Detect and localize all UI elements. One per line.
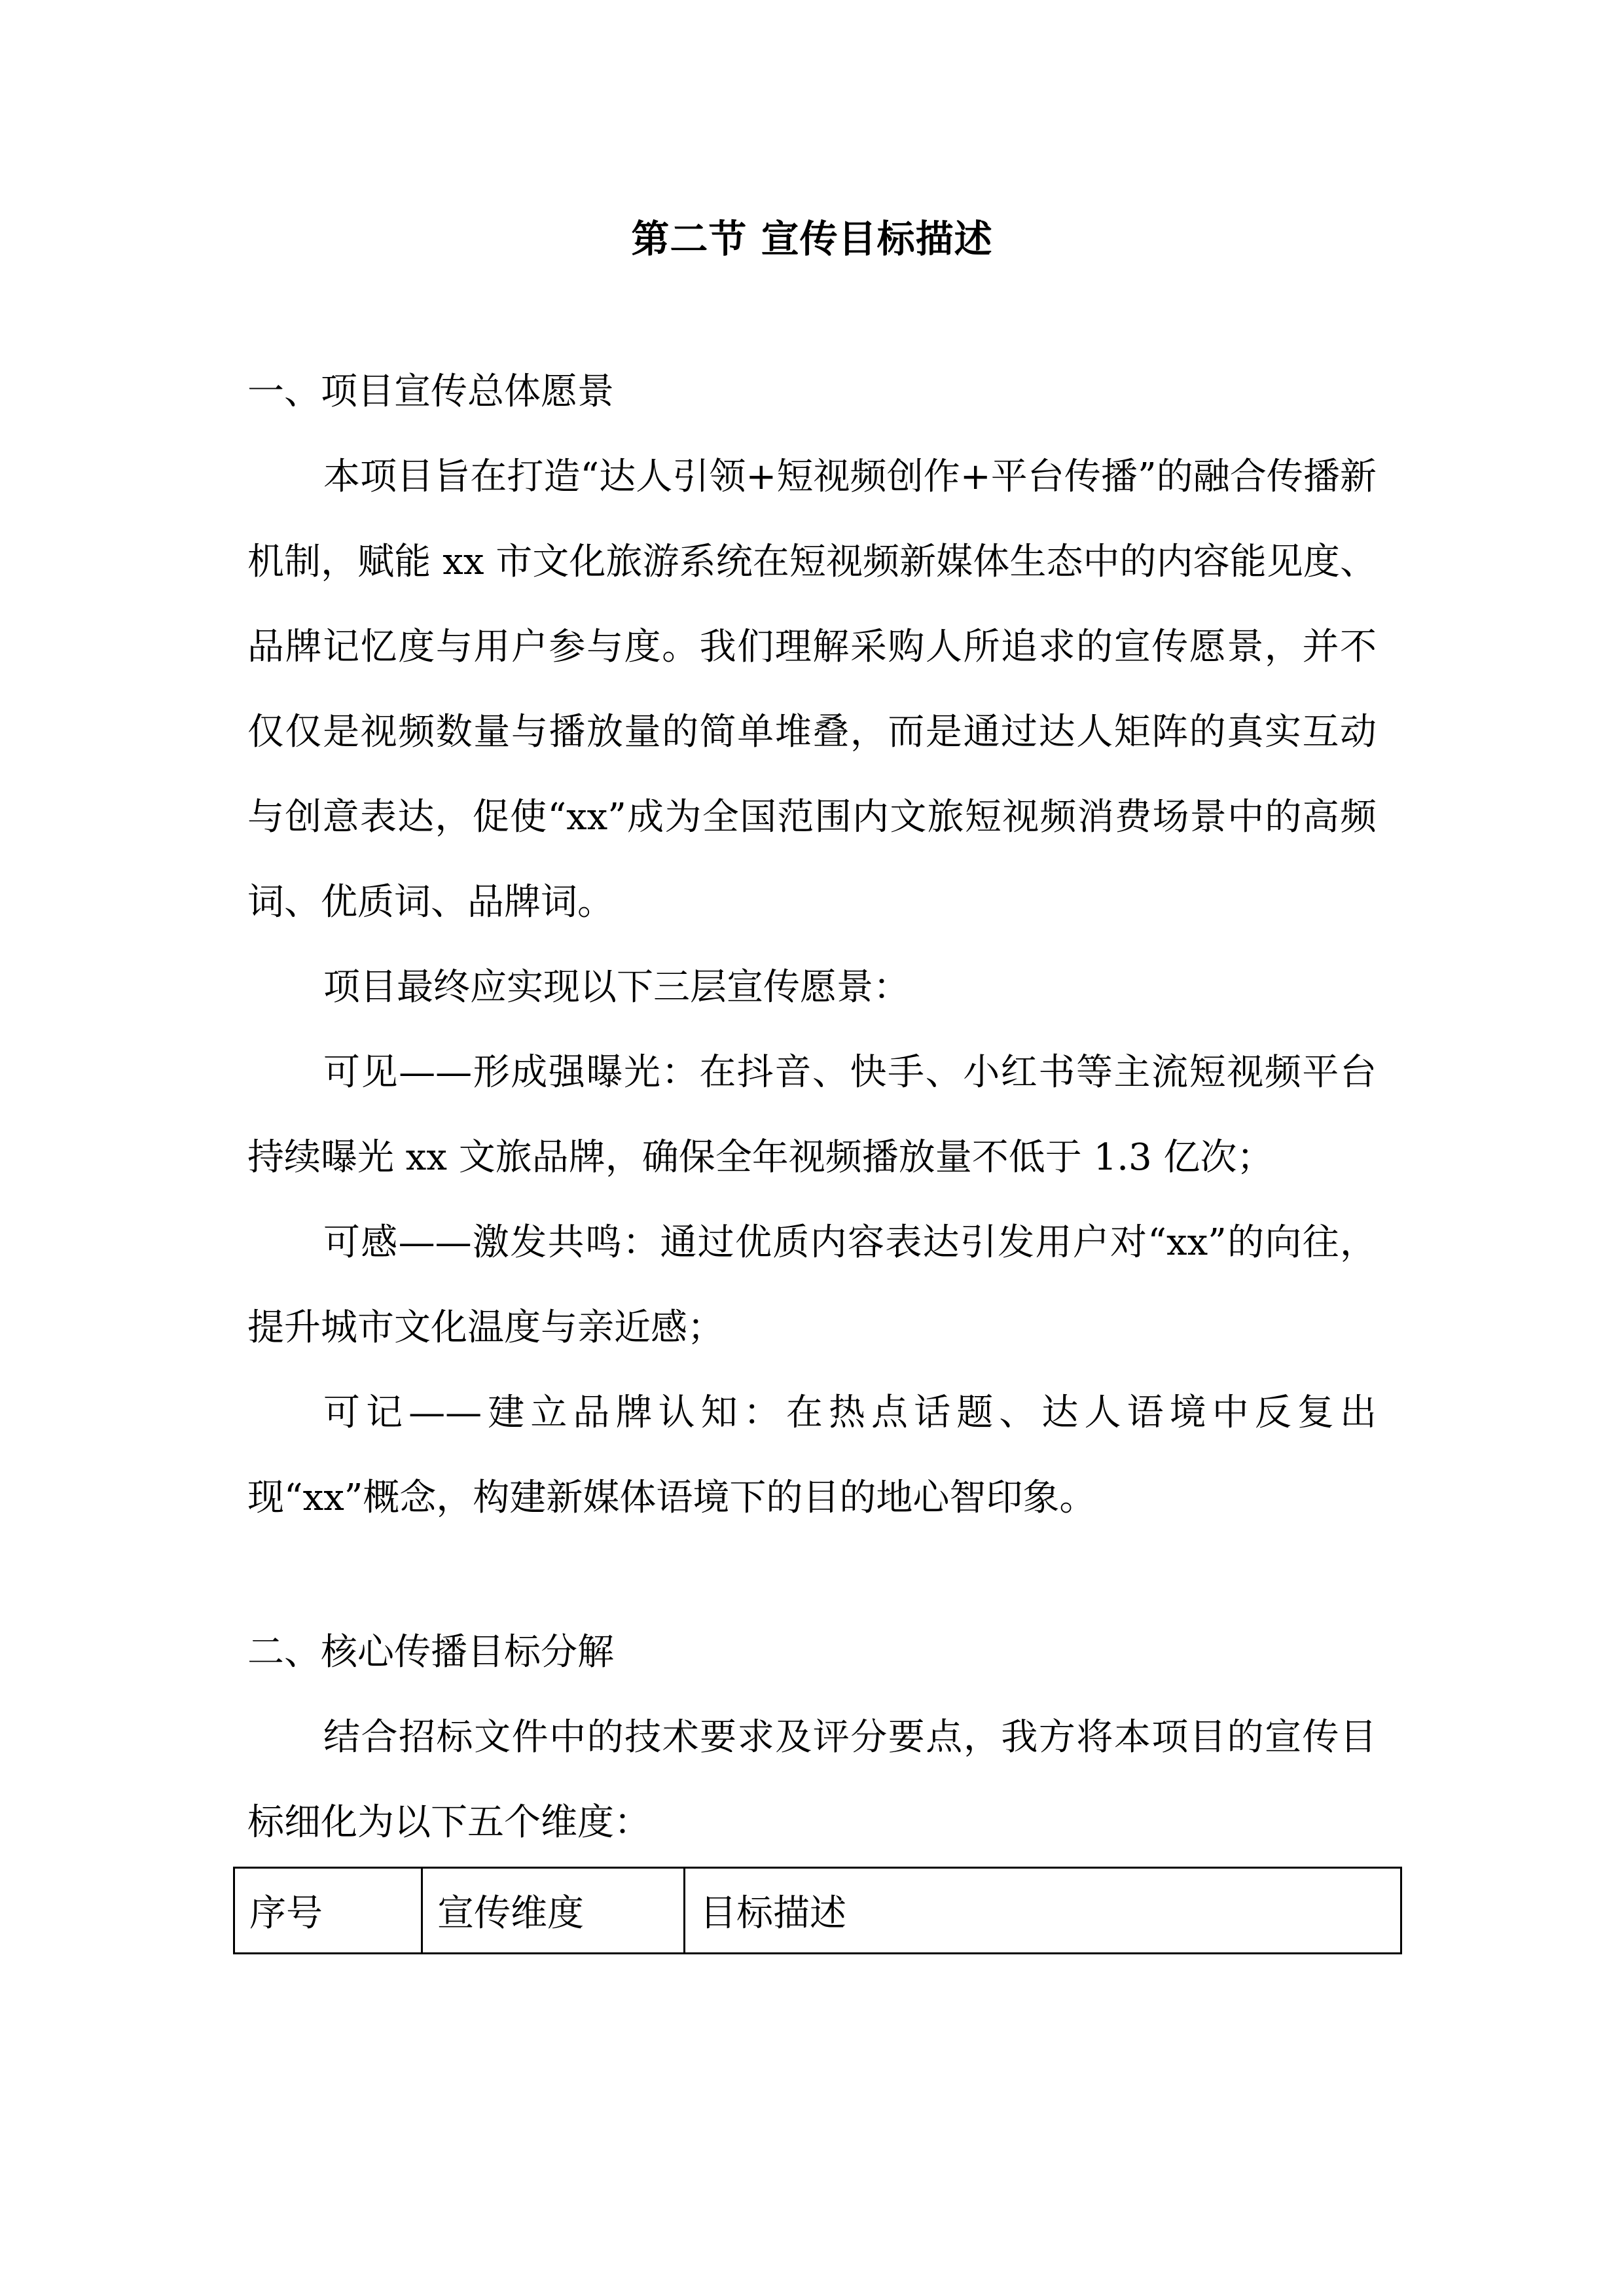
section2-body [247,1695,1377,1865]
section1-body [247,435,1377,1541]
paragraph-vision-intro: 本项目旨在打造“达人引领+短视频创作+平台传播”的融合传播新机制，赋能 xx 市文化旅游系统在短视频新媒体生态中的内容能见度、品牌记忆度与用户参与度。我们理解采购人所追求的宣传愿景，并不仅仅是视频数量与播放量的简单堆叠，而是通过达人矩阵的真实互动与创意表达，促使“xx”成为全国范围内文旅短视频消费场景中的高频词、优质词、品牌词。 [247,456,1377,924]
paragraph-three-layers: 项目最终应实现以下三层宣传愿景： [323,966,910,1009]
section1-heading: 一、项目宣传总体愿景 [247,370,614,413]
section2-heading: 二、核心传播目标分解 [247,1631,614,1674]
table-header-description: 目标描述 [685,1868,1401,1954]
table-header-index: 序号 [234,1868,422,1954]
goal-table [233,1867,1402,1954]
paragraph-feelable: 可感——激发共鸣：通过优质内容表达引发用户对“xx”的向往，提升城市文化温度与亲近感； [247,1221,1377,1349]
table-header-row [234,1868,1401,1954]
paragraph-visible: 可见——形成强曝光：在抖音、快手、小红书等主流短视频平台持续曝光 xx 文旅品牌，确保全年视频播放量不低于 1.3 亿次； [247,1051,1377,1179]
paragraph-goal-breakdown: 结合招标文件中的技术要求及评分要点，我方将本项目的宣传目标细化为以下五个维度： [247,1716,1377,1844]
table-header-dimension: 宣传维度 [422,1868,685,1954]
paragraph-memorable: 可记——建立品牌认知：在热点话题、达人语境中反复出现“xx”概念，构建新媒体语境下的目的地心智印象。 [247,1391,1377,1519]
page-title: 第二节 宣传目标描述 [631,217,993,261]
